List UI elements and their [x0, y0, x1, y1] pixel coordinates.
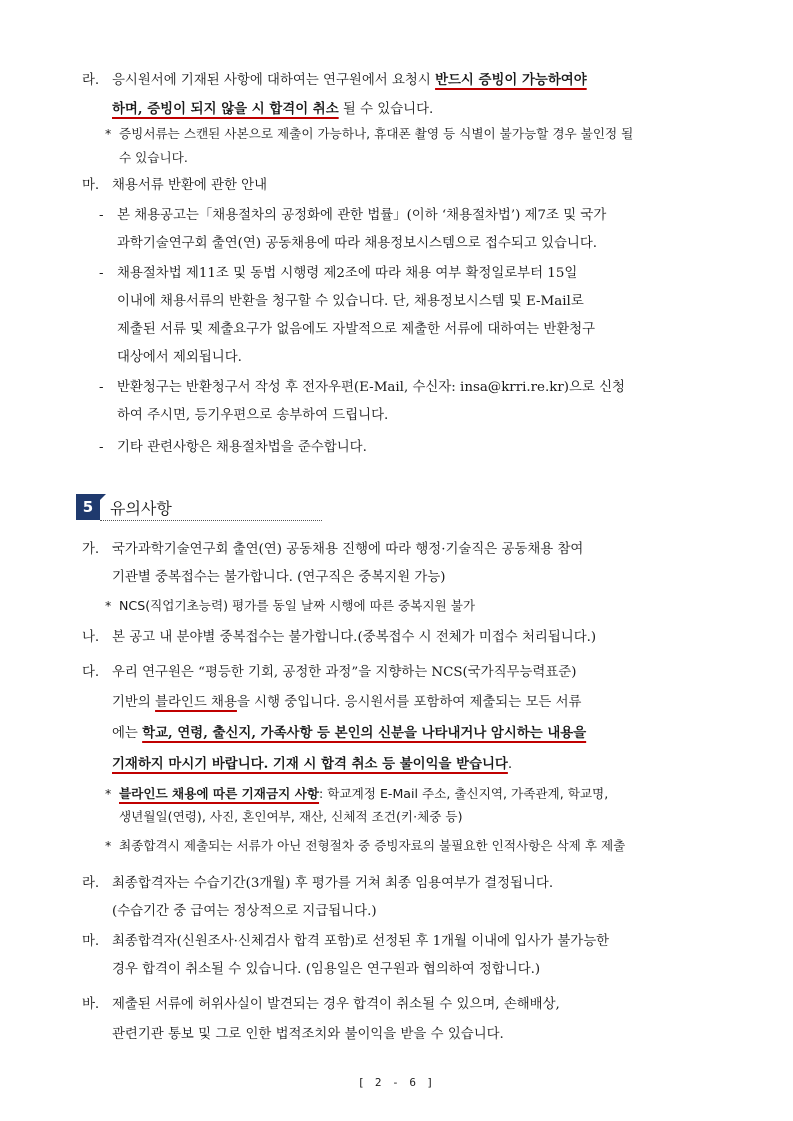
dash-text: 기타 관련사항은 채용절차법을 준수합니다.: [117, 440, 367, 455]
item-marker: 다.: [82, 665, 100, 680]
dash-text: 이내에 채용서류의 반환을 청구할 수 있습니다. 단, 채용정보시스템 및 E-Mail로: [117, 294, 584, 309]
note-text: 최종합격시 제출되는 서류가 아닌 전형절차 중 증빙자료의 불필요한 인적사항은 삭제 후 제출: [119, 838, 626, 853]
emphasis-text: 기재하지 마시기 바랍니다. 기재 시 합격 취소 등 불이익을 받습니다: [112, 756, 508, 772]
dash-text: 본 채용공고는「채용절차의 공정화에 관한 법률」(이하 ‘채용절차법’) 제7조 및 국가: [117, 208, 607, 223]
section-title: 유의사항: [110, 499, 172, 518]
note-ga: [105, 594, 719, 618]
dash-text: 채용절차법 제11조 및 동법 시행령 제2조에 따라 채용 여부 확정일로부터 15일: [117, 266, 578, 281]
item-text: (수습기간 중 급여는 정상적으로 지급됩니다.): [112, 904, 377, 919]
item-marker: 가.: [82, 542, 100, 557]
item-text: 최종합격자는 수습기간(3개월) 후 평가를 거쳐 최종 임용여부가 결정됩니다.: [112, 876, 554, 891]
dash-item-1: [99, 202, 719, 258]
section-number: 5: [76, 494, 100, 520]
item-text: 에는: [112, 726, 143, 741]
item-text: 제출된 서류에 허위사실이 발견되는 경우 합격이 취소될 수 있으며, 손해배상,: [112, 997, 560, 1012]
dash-text: 반환청구는 반환청구서 작성 후 전자우편(E-Mail, 수신자: insa@krri.re.kr)으로 신청: [117, 380, 625, 395]
note-text: : 학교계정 E-Mail 주소, 출신지역, 가족관계, 학교명,: [319, 786, 609, 801]
item-ma2: [82, 928, 718, 984]
item-marker: 나.: [82, 630, 100, 645]
item-text: 국가과학기술연구회 출연(연) 공동채용 진행에 따라 행정·기술직은 공동채용 참여: [112, 542, 584, 557]
note-text: 생년월일(연령), 사진, 혼인여부, 재산, 신체적 조건(키·체중 등): [119, 809, 463, 824]
dash-text: 대상에서 제외됩니다.: [117, 350, 242, 365]
item-text: 우리 연구원은 “평등한 기회, 공정한 과정”을 지향하는 NCS(국가직무능력표준): [112, 665, 577, 680]
page-number: [ 2 - 6 ]: [357, 1076, 436, 1089]
section-divider: [100, 520, 322, 521]
dash-item-2: [99, 260, 719, 372]
item-text: 기반의: [112, 695, 156, 710]
item-ma: [82, 172, 718, 200]
item-ga: [82, 536, 718, 592]
item-ra2: [82, 870, 718, 926]
note-text: 수 있습니다.: [119, 150, 188, 165]
dash-marker: -: [99, 440, 104, 455]
dash-text: 제출된 서류 및 제출요구가 없음에도 자발적으로 제출한 서류에 대하여는 반환청구: [117, 322, 596, 337]
note-da-1: [105, 782, 719, 828]
item-marker: 라.: [82, 73, 100, 88]
dash-marker: -: [99, 380, 104, 395]
item-marker: 바.: [82, 997, 100, 1012]
note-ra: [105, 122, 719, 170]
note-text: NCS(직업기초능력) 평가를 동일 날짜 시행에 따른 중복지원 불가: [119, 598, 476, 613]
dash-text: 과학기술연구회 출연(연) 공동채용에 따라 채용정보시스템으로 접수되고 있습니다.: [117, 236, 598, 251]
note-marker: *: [105, 598, 112, 613]
note-label: 블라인드 채용에 따른 기재금지 사항: [119, 786, 320, 801]
section-header: [76, 492, 322, 522]
emphasis-text: 하며, 증빙이 되지 않을 시 합격이 취소: [112, 101, 339, 117]
emphasis-text: 블라인드 채용: [155, 695, 237, 710]
item-text: .: [507, 757, 513, 772]
dash-item-4: [99, 434, 719, 462]
note-marker: *: [105, 838, 112, 853]
item-na: [82, 624, 718, 652]
note-marker: *: [105, 126, 112, 141]
note-marker: *: [105, 786, 112, 801]
item-text: 을 시행 중입니다. 응시원서를 포함하여 제출되는 모든 서류: [236, 695, 582, 710]
item-text: 경우 합격이 취소될 수 있습니다. (임용일은 연구원과 협의하여 정합니다.): [112, 962, 541, 977]
item-ra: [82, 66, 718, 124]
item-text: 최종합격자(신원조사·신체검사 합격 포함)로 선정된 후 1개월 이내에 입사가 불가능한: [112, 934, 610, 949]
dash-marker: -: [99, 208, 104, 223]
item-text: 관련기관 통보 및 그로 인한 법적조치와 불이익을 받을 수 있습니다.: [112, 1027, 504, 1042]
dash-text: 하여 주시면, 등기우편으로 송부하여 드립니다.: [117, 408, 389, 423]
item-text: 본 공고 내 분야별 중복접수는 불가합니다.(중복접수 시 전체가 미접수 처리됩니다.): [112, 630, 597, 645]
item-marker: 라.: [82, 876, 100, 891]
emphasis-text: 학교, 연령, 출신지, 가족사항 등 본인의 신분을 나타내거나 암시하는 내용을: [142, 725, 587, 741]
item-marker: 마.: [82, 934, 100, 949]
note-da-2: [105, 834, 719, 858]
emphasis-text: 반드시 증빙이 가능하여야: [435, 72, 587, 88]
item-text: 될 수 있습니다.: [338, 102, 434, 117]
dash-marker: -: [99, 266, 104, 281]
item-da: [82, 658, 718, 780]
item-text: 응시원서에 기재된 사항에 대하여는 연구원에서 요청시: [112, 73, 436, 88]
item-ba: [82, 990, 718, 1050]
dash-item-3: [99, 374, 719, 430]
note-text: 증빙서류는 스캔된 사본으로 제출이 가능하나, 휴대폰 촬영 등 식별이 불가능할 경우 불인정 될: [119, 126, 634, 141]
item-text: 기관별 중복접수는 불가합니다. (연구직은 중복지원 가능): [112, 570, 446, 585]
item-marker: 마.: [82, 178, 100, 193]
item-title: 채용서류 반환에 관한 안내: [112, 178, 268, 193]
section-corner-decoration: [100, 494, 106, 500]
